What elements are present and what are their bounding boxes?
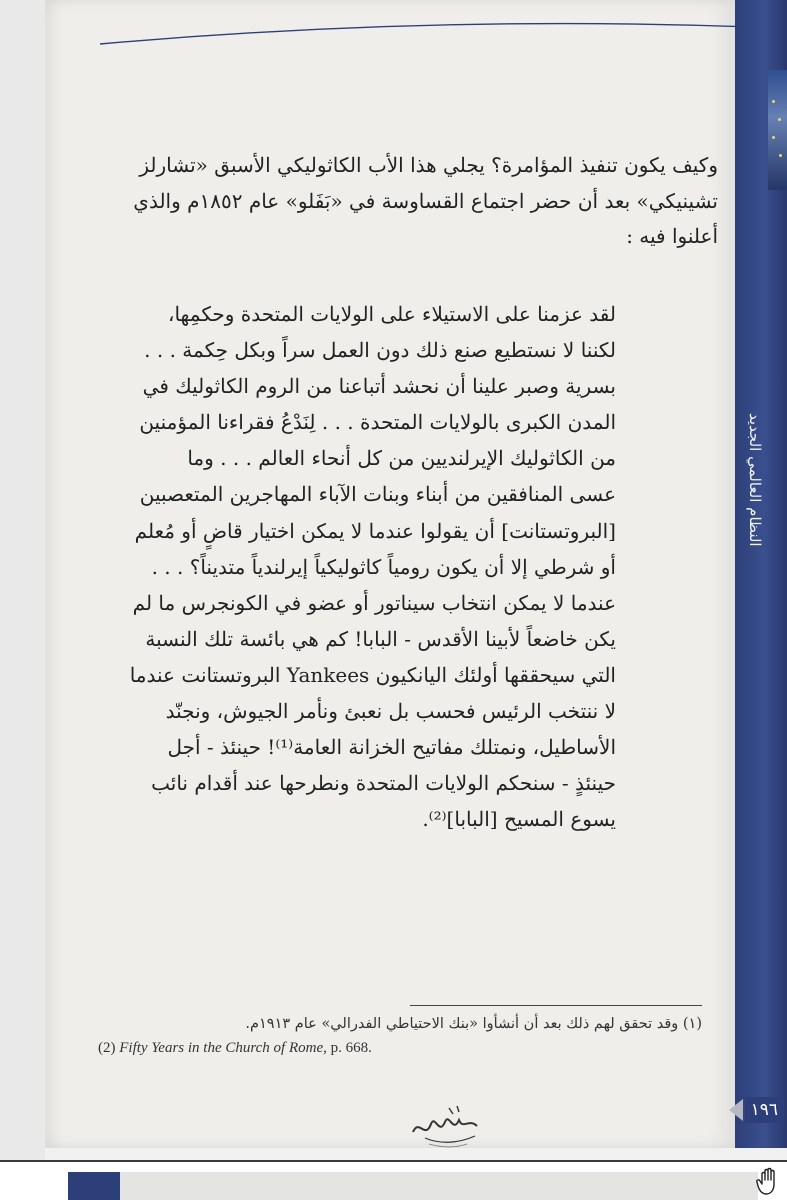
footnote-2-prefix: (2) [98,1040,120,1056]
page-number-tab [718,1097,784,1123]
intro-line: تشينيكي» بعد أن حضر اجتماع القساوسة في «بَفَلو» عام ١٨٥٢م والذي [133,188,718,213]
page-marker-arrow-icon [729,1099,743,1121]
quote-line: المدن الكبرى بالولايات المتحدة . . . لِنَدْعُ فقراءنا المؤمنين [139,410,616,435]
spine-cover-photo [768,70,787,190]
quoted-passage [96,296,616,837]
spine-title: النظام العالمي الجديد [746,413,764,547]
footnote-2-suffix: , p. 668. [323,1040,372,1056]
quote-line: يسوع المسيح [البابا]⁽²⁾. [422,807,616,832]
quote-line: لكننا لا نستطيع صنع ذلك دون العمل سراً وبكل حِكمة . . . [144,338,616,363]
next-page-spine [68,1172,120,1200]
quote-line: التي سيحققها أولئك اليانكيون Yankees البروتستانت عندما [129,662,616,687]
page-top-curve [100,14,780,50]
page-number: ١٩٦ [745,1097,784,1123]
quote-line: لا ننتخب الرئيس فحسب بل نعبئ ونأمر الجيوش، ونجنّد [165,699,616,724]
quote-line: يكن خاضعاً لأبينا الأقدس - البابا! كم هي بائسة تلك النسبة [145,626,616,651]
quote-line: لقد عزمنا على الاستيلاء على الولايات المتحدة وحكمِها، [167,302,616,326]
quote-line: أو شرطي إلا أن يكون رومياً كاثوليكياً إيرلندياً متديناً؟ . . . [151,554,616,579]
intro-paragraph [78,148,718,255]
intro-line: وكيف يكون تنفيذ المؤامرة؟ يجلي هذا الأب الكاثوليكي الأسبق «تشارلز [139,153,718,177]
quote-line: من الكاثوليك الإيرلنديين من كل أنحاء العالم . . . وما [187,446,616,471]
footnote-1: (١) وقد تحقق لهم ذلك بعد أن أنشأوا «بنك الاحتياطي الفدرالي» عام ١٩١٣م. [245,1016,702,1032]
quote-line: [البروتستانت] أن يقولوا عندما لا يمكن اختيار قاضٍ أو مُعلم [134,518,616,543]
page-divider [0,1160,787,1162]
footnote-2-title: Fifty Years in the Church of Rome [119,1040,324,1056]
signature-logo-icon [405,1100,490,1150]
intro-line: أعلنوا فيه : [626,224,718,248]
quote-line: الأساطيل، ونمتلك مفاتيح الخزانة العامة⁽¹⁾! حينئذ - أجل [167,735,616,760]
page-gutter [0,0,45,1162]
footnote-2 [98,1040,548,1057]
quote-line: حينئذٍ - سنحكم الولايات المتحدة ونطرحها عند أقدام نائب [151,771,616,796]
quote-line: بسرية وصبر علينا أن نحشد أتباعنا من الروم الكاثوليك في [142,374,616,399]
hand-tool-icon[interactable] [756,1166,782,1196]
quote-line: عندما لا يمكن انتخاب سيناتور أو عضو في الكونجرس ما لم [132,590,616,615]
footnote-separator [410,1005,702,1006]
next-page-preview [68,1172,758,1200]
quote-line: عسى المنافقين من أبناء وبنات الآباء المهاجرين المتعصبين [139,482,616,507]
